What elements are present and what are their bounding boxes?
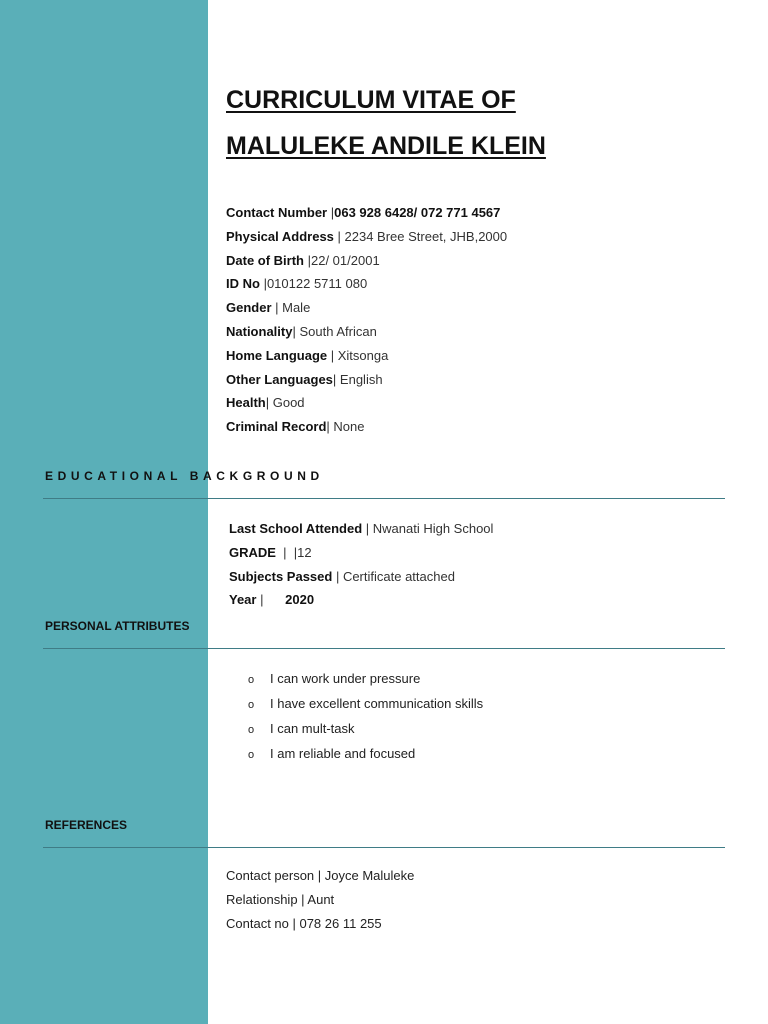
education-row: [229, 517, 493, 541]
teal-sidebar: [0, 0, 208, 1024]
personal-info-row: [226, 368, 507, 392]
attributes-heading: PERSONAL ATTRIBUTES: [45, 619, 190, 633]
field-value: 2020: [285, 592, 315, 608]
personal-info-row: [226, 391, 507, 415]
field-separator: |: [327, 205, 335, 220]
field-value: 12: [297, 544, 312, 560]
field-value: Male: [282, 300, 311, 316]
field-separator: |: [256, 592, 286, 608]
personal-info-list: [226, 201, 507, 439]
field-value: 010122 5711 080: [266, 276, 368, 292]
attribute-item: [248, 717, 483, 742]
field-label: Criminal Record: [226, 419, 327, 435]
field-label: Nationality: [226, 323, 293, 339]
field-label: Gender: [226, 300, 272, 316]
circle-bullet-icon: o: [248, 749, 255, 761]
attribute-text: I have excellent communication skills: [270, 696, 484, 711]
personal-info-row: [226, 201, 507, 225]
field-value: 22/ 01/2001: [311, 252, 380, 268]
attribute-text: I am reliable and focused: [270, 746, 416, 761]
field-value: Good: [272, 395, 305, 411]
field-label: Date of Birth: [226, 252, 304, 268]
personal-info-row: [226, 415, 507, 439]
field-value: Certificate attached: [342, 568, 455, 584]
field-value: Xitsonga: [337, 347, 389, 363]
field-separator: | |: [275, 544, 298, 560]
education-heading: EDUCATIONAL BACKGROUND: [45, 469, 324, 483]
field-separator: |: [332, 568, 343, 584]
references-list: [226, 864, 414, 935]
field-separator: |: [332, 371, 340, 387]
field-value: 2234 Bree Street, JHB,2000: [344, 228, 508, 244]
field-label: Health: [226, 395, 266, 411]
attribute-item: [248, 692, 483, 717]
cv-title-line-1: CURRICULUM VITAE OF: [226, 86, 516, 114]
field-separator: |: [304, 252, 311, 268]
attributes-list: [248, 667, 483, 767]
education-list: [229, 517, 493, 612]
field-value: South African: [299, 323, 377, 339]
field-value: English: [339, 371, 383, 387]
references-heading: REFERENCES: [45, 818, 128, 832]
attribute-item: [248, 667, 483, 692]
field-separator: |: [327, 347, 338, 363]
field-label: Other Languages: [226, 371, 333, 387]
field-label: Year: [229, 592, 257, 608]
personal-info-row: [226, 225, 507, 249]
field-separator: |: [362, 521, 373, 536]
field-separator: |: [271, 300, 283, 316]
field-label: Last School Attended: [229, 521, 363, 536]
personal-info-row: [226, 272, 507, 296]
field-label: Contact Number: [226, 205, 328, 220]
reference-row: Contact no | 078 26 11 255: [226, 915, 382, 931]
field-label: Subjects Passed: [229, 568, 333, 584]
attributes-divider: [43, 648, 725, 649]
education-row: [229, 541, 493, 565]
attribute-text: I can work under pressure: [270, 671, 421, 686]
field-value: 063 928 6428/ 072 771 4567: [334, 205, 501, 220]
education-row: [229, 565, 493, 589]
education-row: [229, 588, 493, 612]
reference-row: Relationship | Aunt: [226, 891, 335, 907]
attribute-text: I can mult-task: [270, 721, 355, 736]
field-value: None: [333, 419, 365, 435]
cv-candidate-name: MALULEKE ANDILE KLEIN: [226, 132, 546, 160]
education-divider: [43, 498, 725, 499]
field-separator: |: [259, 276, 267, 292]
field-value: Nwanati High School: [372, 521, 494, 536]
field-label: Home Language: [226, 347, 328, 363]
reference-row: Contact person | Joyce Maluleke: [226, 868, 415, 883]
field-separator: |: [333, 228, 345, 244]
field-separator: |: [326, 419, 334, 435]
field-label: GRADE: [229, 544, 276, 560]
field-label: ID No: [226, 276, 260, 292]
circle-bullet-icon: o: [248, 674, 255, 686]
field-separator: |: [265, 395, 273, 411]
cv-title: [226, 84, 546, 162]
personal-info-row: [226, 344, 507, 368]
attribute-item: [248, 742, 483, 767]
field-separator: |: [292, 323, 300, 339]
references-divider: [43, 847, 725, 848]
circle-bullet-icon: o: [248, 724, 255, 736]
personal-info-row: [226, 249, 507, 273]
personal-info-row: [226, 296, 507, 320]
circle-bullet-icon: o: [248, 699, 255, 711]
personal-info-row: [226, 320, 507, 344]
field-label: Physical Address: [226, 228, 334, 244]
